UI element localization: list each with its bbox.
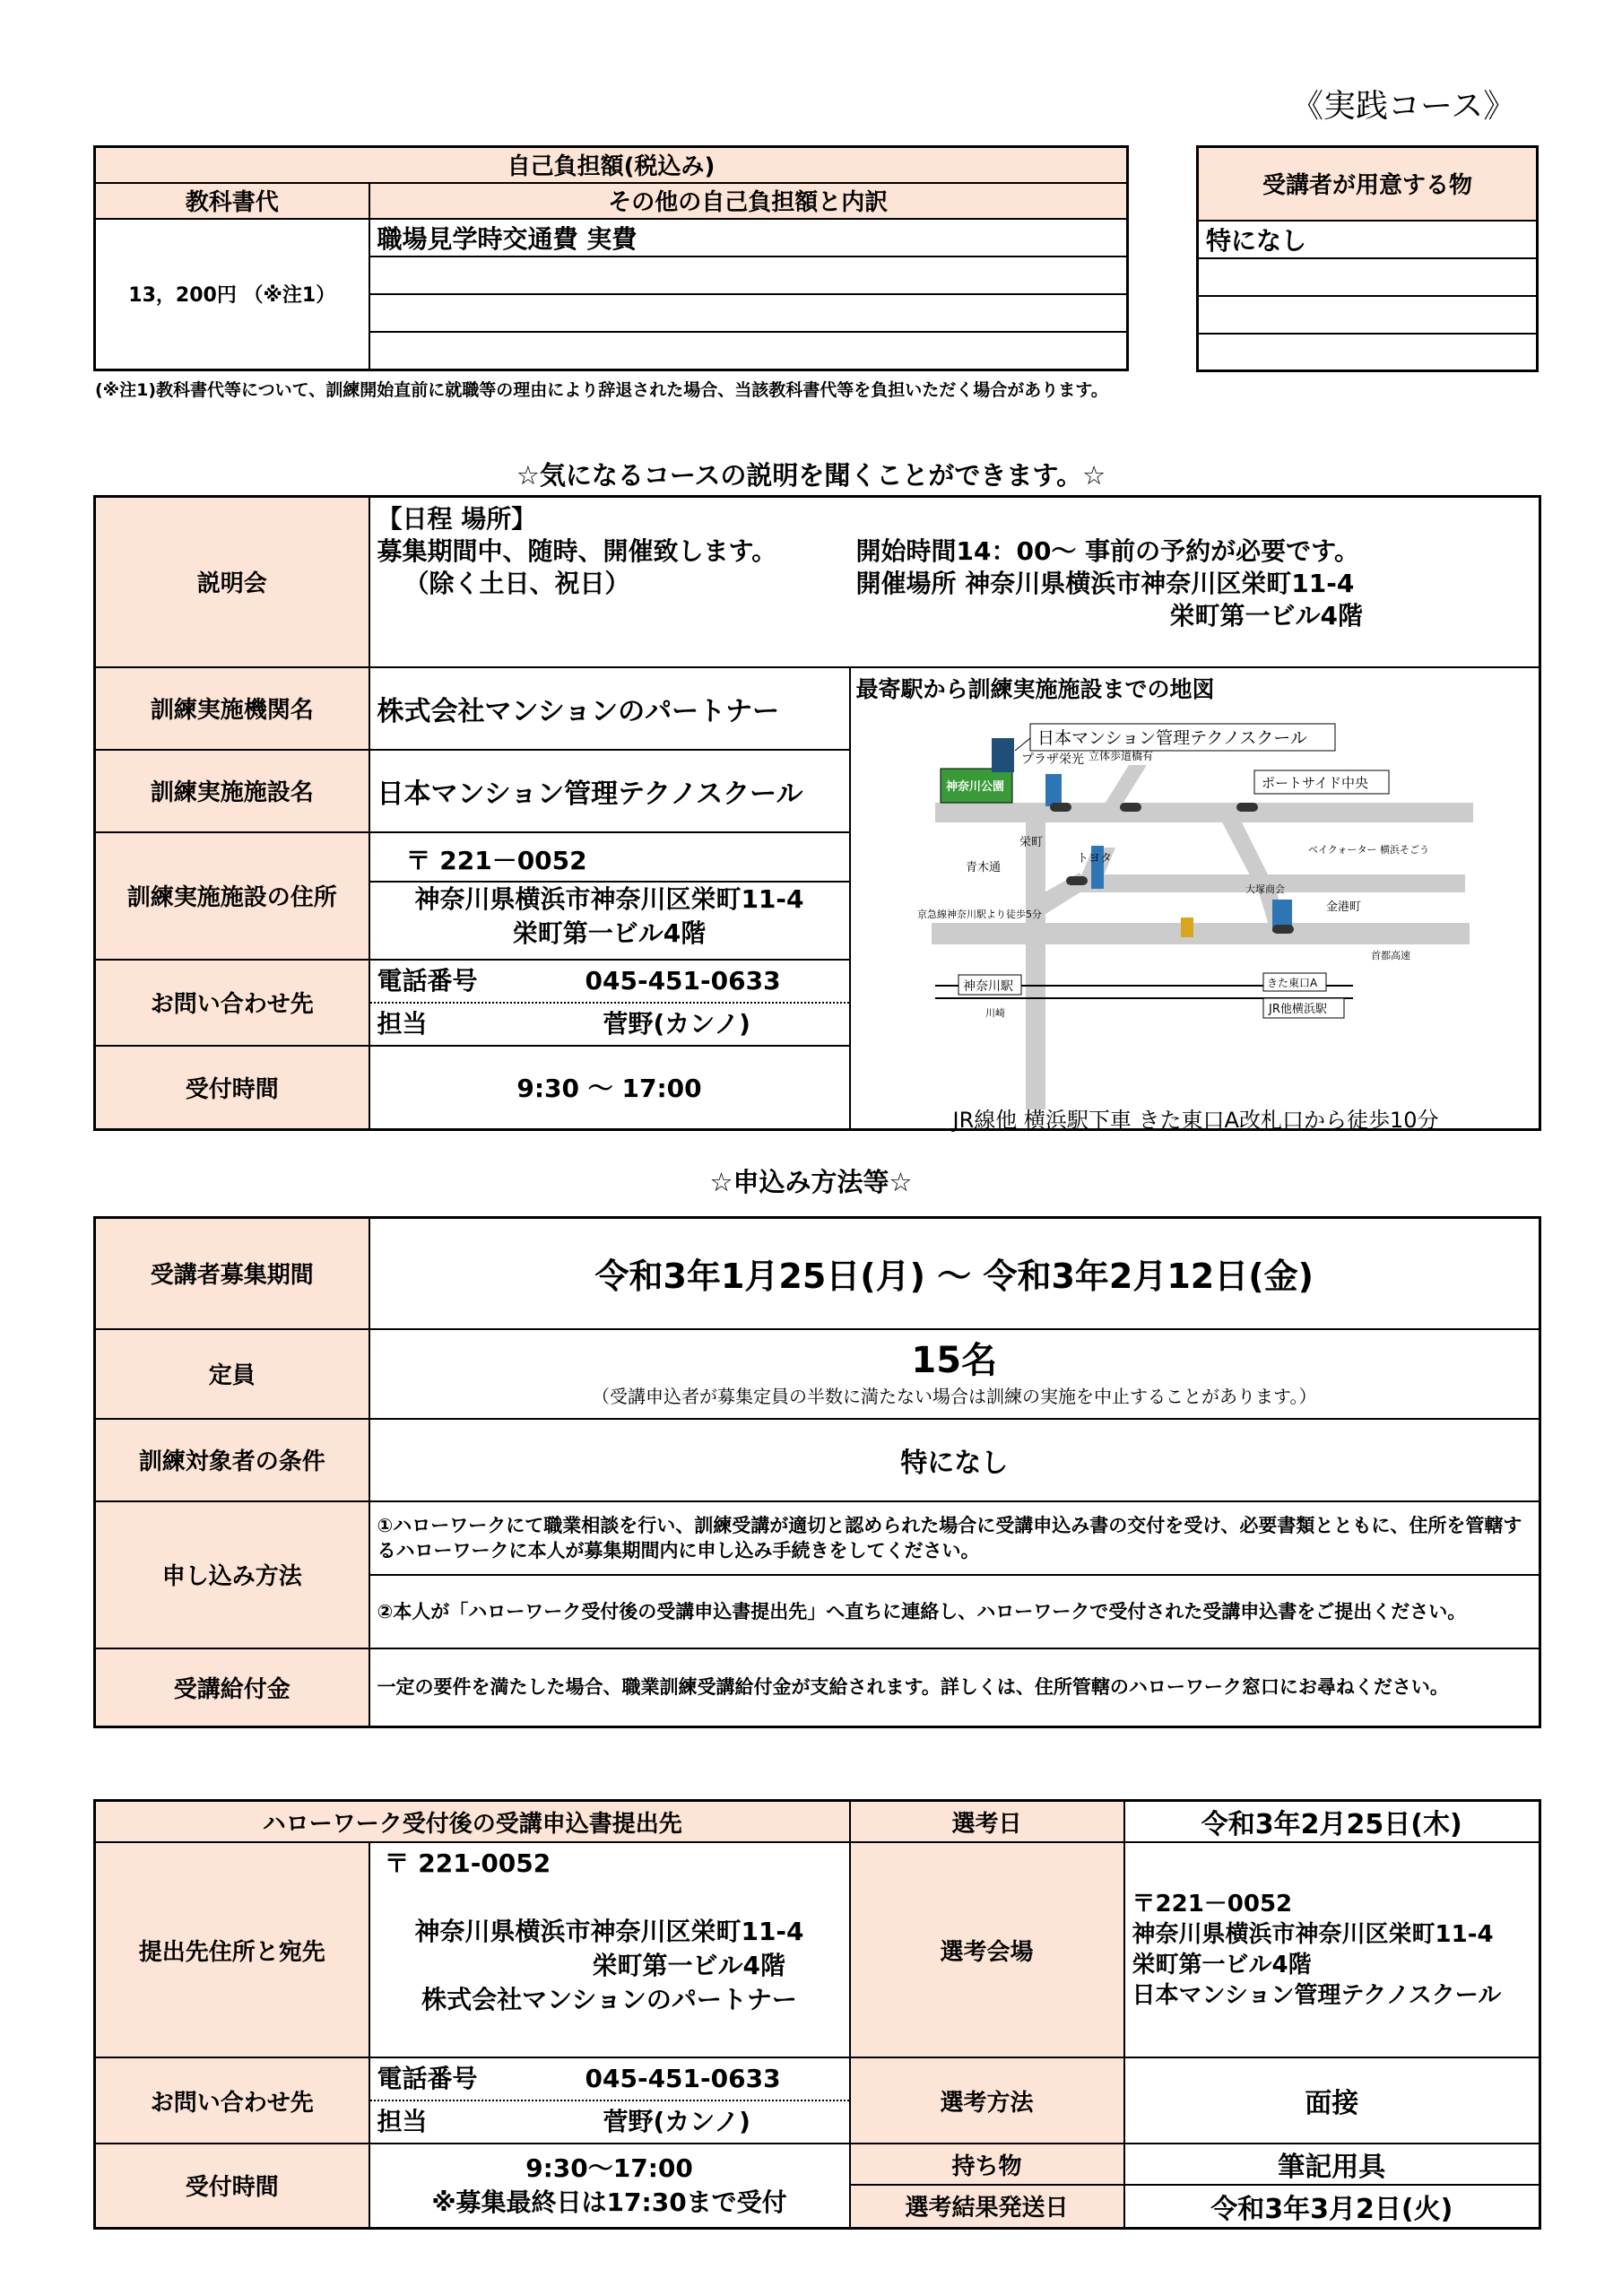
briefing-line: 開催場所 神奈川県横浜市神奈川区栄町11-4 bbox=[855, 569, 1355, 598]
submit-address-line: 栄町第一ビル4階 bbox=[592, 1951, 785, 1980]
submit-address-cell bbox=[369, 1842, 850, 2057]
other-cost-item bbox=[369, 332, 1128, 370]
items-value: 筆記用具 bbox=[1124, 2144, 1540, 2185]
briefing-line: 募集期間中、随時、開催致します。 bbox=[377, 536, 777, 566]
facility-label: 訓練実施施設名 bbox=[95, 750, 369, 832]
method-1: ①ハローワークにて職業相談を行い、訓練受講が適切と認められた場合に受講申込み書の交付を受け、必要書類とともに、住所を管轄するハローワークに本人が募集期間内に申し込み手続きをしてください。 bbox=[369, 1501, 1540, 1575]
map-label-school: 日本マンション管理テクノスクール bbox=[1037, 727, 1307, 748]
briefing-row bbox=[377, 568, 1532, 600]
org-label: 訓練実施機関名 bbox=[95, 667, 369, 750]
submit-address-line: 神奈川県横浜市神奈川区栄町11-4 bbox=[414, 1917, 804, 1946]
method-2: ②本人が「ハローワーク受付後の受講申込書提出先」へ直ちに連絡し、ハローワークで受付された受講申込書をご提出ください。 bbox=[369, 1575, 1540, 1648]
other-cost-item bbox=[369, 257, 1128, 294]
info-heading: ☆気になるコースの説明を聞くことができます。☆ bbox=[516, 460, 1106, 491]
map-label-bayquarter: ベイクォーター bbox=[1307, 843, 1376, 856]
capacity-note: （受講申込者が募集定員の半数に満たない場合は訓練の実施を中止することがあります。） bbox=[592, 1386, 1317, 1407]
col-book-header: 教科書代 bbox=[95, 183, 369, 219]
map-cell bbox=[850, 667, 1540, 1133]
person-value: 菅野(カンノ) bbox=[603, 1008, 750, 1039]
map-caption: JR線他 横浜駅下車 きた東口A改札口から徒歩10分 bbox=[952, 1107, 1439, 1133]
venue-line: 〒221－0052 bbox=[1132, 1891, 1293, 1918]
submit-hours-line: ※募集最終日は17:30まで受付 bbox=[431, 2187, 787, 2217]
selection-method-label: 選考方法 bbox=[850, 2057, 1124, 2144]
period-label: 受講者募集期間 bbox=[95, 1218, 369, 1329]
selection-date: 令和3年2月25日(木) bbox=[1124, 1801, 1540, 1843]
target-value: 特になし bbox=[369, 1419, 1540, 1501]
person-label: 担当 bbox=[377, 1008, 428, 1039]
prepare-item bbox=[1198, 334, 1538, 371]
capacity-value: 15名 bbox=[911, 1340, 998, 1381]
contact-label: お問い合わせ先 bbox=[95, 960, 369, 1046]
submit-address-label: 提出先住所と宛先 bbox=[95, 1842, 369, 2057]
person-row bbox=[370, 1004, 849, 1045]
briefing-table bbox=[93, 495, 1541, 1131]
cost-header: 自己負担額(税込み) bbox=[95, 147, 1128, 183]
briefing-content bbox=[369, 497, 1540, 667]
submit-phone-row bbox=[370, 2058, 849, 2101]
address-line: 栄町第一ビル4階 bbox=[512, 918, 707, 948]
submit-header: ハローワーク受付後の受講申込書提出先 bbox=[95, 1801, 850, 1843]
prepare-item bbox=[1198, 296, 1538, 334]
submit-person-value: 菅野(カンノ) bbox=[603, 2107, 750, 2136]
map-diagram bbox=[851, 668, 1541, 1129]
map-label-crossing: 立体歩道橋有 bbox=[1088, 749, 1153, 762]
map-label-toyota: トヨタ bbox=[1076, 851, 1112, 865]
col-other-header: その他の自己負担額と内訳 bbox=[369, 183, 1128, 219]
other-cost-item bbox=[369, 294, 1128, 332]
cost-table bbox=[93, 145, 1129, 371]
submit-phone-label: 電話番号 bbox=[377, 2064, 478, 2093]
map-title: 最寄駅から訓練実施施設までの地図 bbox=[855, 675, 1215, 702]
map-label-kawa: 川崎 bbox=[984, 1006, 1005, 1019]
submit-table bbox=[93, 1799, 1541, 2230]
submit-person-label: 担当 bbox=[377, 2107, 428, 2136]
period-value: 令和3年1月25日(月) ～ 令和3年2月12日(金) bbox=[369, 1218, 1540, 1329]
briefing-line: （除く土日、祝日） bbox=[403, 569, 630, 598]
map-label-keikyu: 京急線神奈川駅より徒歩5分 bbox=[916, 908, 1042, 920]
result-label: 選考結果発送日 bbox=[850, 2185, 1124, 2228]
briefing-row bbox=[377, 535, 1532, 568]
map-label-sogo: 横浜そごう bbox=[1379, 843, 1429, 856]
selection-date-label: 選考日 bbox=[850, 1801, 1124, 1843]
method-label: 申し込み方法 bbox=[95, 1501, 369, 1648]
facility-value: 日本マンション管理テクノスクール bbox=[369, 750, 850, 832]
capacity-label: 定員 bbox=[95, 1329, 369, 1419]
briefing-line: 開始時間14：00～ 事前の予約が必要です。 bbox=[855, 536, 1359, 566]
target-label: 訓練対象者の条件 bbox=[95, 1419, 369, 1501]
venue-line: 栄町第一ビル4階 bbox=[1132, 1952, 1312, 1979]
map-label-portside: ポートサイド中央 bbox=[1261, 774, 1368, 791]
submit-postal: 〒 221-0052 bbox=[384, 1848, 551, 1878]
briefing-label: 説明会 bbox=[95, 497, 369, 667]
prepare-item: 特になし bbox=[1198, 221, 1538, 258]
map-label-east-exit: きた東口A bbox=[1266, 976, 1317, 989]
address-label: 訓練実施施設の住所 bbox=[95, 832, 369, 960]
venue-line: 神奈川県横浜市神奈川区栄町11-4 bbox=[1132, 1921, 1494, 1948]
submit-hours-line: 9:30～17:00 bbox=[525, 2152, 693, 2183]
map-label-aokidori: 青木通 bbox=[965, 860, 1001, 874]
submit-hours-label: 受付時間 bbox=[95, 2144, 369, 2228]
book-fee: 13，200円 （※注1） bbox=[95, 219, 369, 370]
submit-contact-label: お問い合わせ先 bbox=[95, 2057, 369, 2144]
map-label-plaza: プラザ栄光 bbox=[1020, 752, 1084, 767]
address-line: 神奈川県横浜市神奈川区栄町11-4 bbox=[414, 883, 804, 914]
venue-cell bbox=[1124, 1842, 1540, 2057]
map-label-kanekocho: 金港町 bbox=[1325, 900, 1361, 914]
benefit-value: 一定の要件を満たした場合、職業訓練受講給付金が支給されます。詳しくは、住所管轄のハローワーク窓口にお尋ねください。 bbox=[369, 1648, 1540, 1727]
prepare-header: 受講者が用意する物 bbox=[1198, 147, 1538, 221]
submit-contact-cell bbox=[369, 2057, 850, 2144]
phone-value: 045-451-0633 bbox=[585, 965, 781, 996]
venue-line: 日本マンション管理テクノスクール bbox=[1132, 1982, 1502, 2009]
venue-label: 選考会場 bbox=[850, 1842, 1124, 2057]
apply-table bbox=[93, 1216, 1541, 1728]
benefit-label: 受講給付金 bbox=[95, 1648, 369, 1727]
briefing-line: 【日程 場所】 bbox=[377, 504, 537, 534]
contact-cell bbox=[369, 960, 850, 1046]
map-label-kanagawa-station: 神奈川駅 bbox=[962, 978, 1013, 994]
submit-phone-value: 045-451-0633 bbox=[585, 2064, 781, 2093]
map-label-park: 神奈川公園 bbox=[945, 779, 1004, 794]
selection-method: 面接 bbox=[1124, 2057, 1540, 2144]
submit-company: 株式会社マンションのパートナー bbox=[421, 1985, 797, 2014]
map-label-freeway: 首都高速 bbox=[1370, 949, 1410, 961]
map-label-sakaecho: 栄町 bbox=[1019, 835, 1043, 849]
capacity-cell bbox=[369, 1329, 1540, 1419]
submit-hours-cell bbox=[369, 2144, 850, 2228]
map-label-okano: 大塚商会 bbox=[1245, 883, 1285, 895]
course-label: 《実践コース》 bbox=[1291, 88, 1516, 125]
items-label: 持ち物 bbox=[850, 2144, 1124, 2185]
phone-row bbox=[370, 961, 849, 1004]
hours-value: 9:30 ～ 17:00 bbox=[369, 1046, 850, 1130]
apply-heading: ☆申込み方法等☆ bbox=[709, 1167, 913, 1197]
briefing-line: 栄町第一ビル4階 bbox=[1169, 601, 1363, 631]
postal-code: 〒 221－0052 bbox=[370, 841, 849, 883]
hours-label: 受付時間 bbox=[95, 1046, 369, 1130]
prepare-item bbox=[1198, 258, 1538, 296]
result-value: 令和3年3月2日(火) bbox=[1124, 2185, 1540, 2228]
org-value: 株式会社マンションのパートナー bbox=[369, 667, 850, 750]
map-label-jr-station: JR他横浜駅 bbox=[1268, 1002, 1327, 1016]
phone-label: 電話番号 bbox=[377, 965, 478, 996]
cost-note: (※注1)教科書代等について、訓練開始直前に就職等の理由により辞退された場合、当該教科書代等を負担いただく場合があります。 bbox=[95, 380, 1108, 400]
other-cost-item: 職場見学時交通費 実費 bbox=[369, 219, 1128, 257]
submit-person-row bbox=[370, 2101, 849, 2143]
prepare-table bbox=[1196, 145, 1539, 372]
address-cell bbox=[369, 832, 850, 960]
